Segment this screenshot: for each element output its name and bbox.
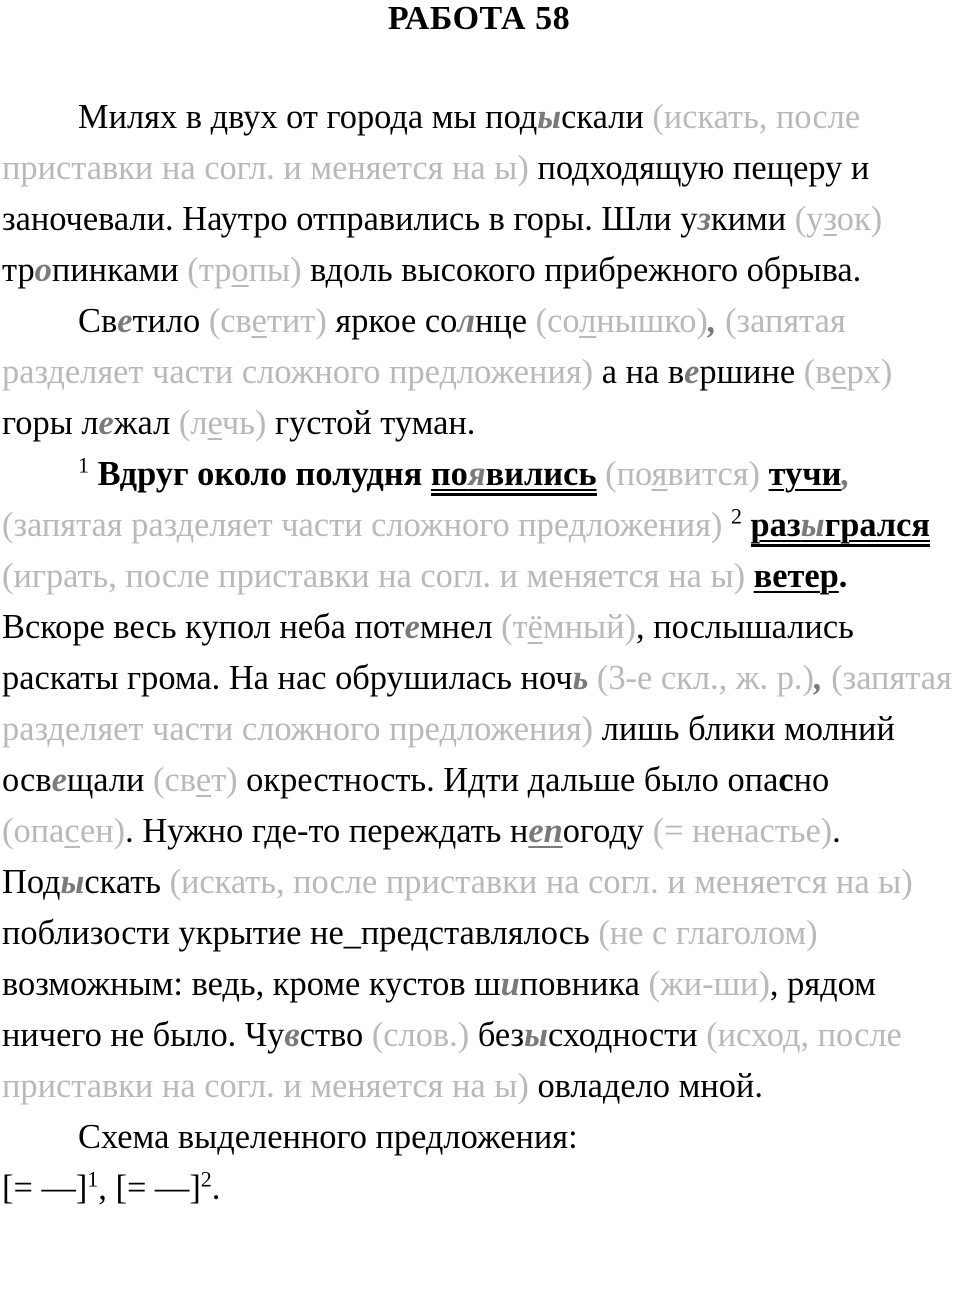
text: мнел <box>419 608 502 646</box>
highlight-letter: ы <box>537 98 562 136</box>
comment: пы) <box>248 251 302 289</box>
paragraph-1 <box>2 92 956 296</box>
paragraph-3 <box>2 449 956 1112</box>
space <box>745 557 754 595</box>
text: грался <box>824 506 930 544</box>
comment: (со <box>535 302 580 340</box>
space <box>742 506 751 544</box>
comment: (жи-ши) <box>648 965 770 1003</box>
highlight-letter: е <box>684 353 700 391</box>
comment: мный) <box>542 608 637 646</box>
highlight-comma: , <box>814 659 823 697</box>
text: . Под <box>2 812 841 901</box>
highlight-comma: , <box>707 302 717 340</box>
highlight-letter: ы <box>524 1016 549 1054</box>
highlight-letter: е <box>51 761 67 799</box>
comment: (св <box>208 302 252 340</box>
comment: (искать, после приставки на согл. и меняется на ы) <box>169 863 913 901</box>
text: лишь блики молний осв <box>2 710 895 799</box>
highlight-letter: з <box>697 200 711 238</box>
text: щали <box>66 761 154 799</box>
text: густой туман. <box>266 404 476 442</box>
comment: тит) <box>266 302 327 340</box>
comment: (исход, после приставки на согл. и меняется на ы) <box>2 1016 902 1105</box>
highlight-letter: ы <box>60 863 85 901</box>
comment: (запятая разделяет части сложного предложения) <box>2 506 731 544</box>
text: без <box>469 1016 525 1054</box>
highlight-letter: л <box>457 302 475 340</box>
text: горы л <box>2 404 99 442</box>
comment: (тр <box>187 251 232 289</box>
subject-1: тучи <box>768 455 842 493</box>
text: но <box>793 761 830 799</box>
text: повника <box>519 965 649 1003</box>
text: Милях в двух от города мы под <box>78 98 538 136</box>
comment: (л <box>178 404 208 442</box>
predicate-1 <box>431 455 597 496</box>
clause-number: 2 <box>200 1166 212 1192</box>
comment: (3-е скл., ж. р.) <box>588 659 814 697</box>
text: яркое со <box>326 302 458 340</box>
text: вились <box>485 455 597 493</box>
text: жал <box>113 404 179 442</box>
comment: (слов.) <box>371 1016 470 1054</box>
comment: (запятая разделяет части сложного предложения) <box>2 302 846 391</box>
subject-2: ветер <box>753 557 839 595</box>
comment: (у <box>794 200 824 238</box>
text: , послышались раскаты грома. На нас обрушилась ноч <box>2 608 854 697</box>
text: кими <box>710 200 795 238</box>
text: а на в <box>593 353 685 391</box>
paragraph-2 <box>2 296 956 449</box>
bold-letter: с <box>778 761 794 799</box>
comment-underlined-letter: я <box>651 455 668 493</box>
text: вдоль высокого прибрежного обрыва. <box>301 251 862 289</box>
comment-underlined-letter: с <box>64 812 81 850</box>
text: раз <box>750 506 801 544</box>
text: огоду <box>562 812 653 850</box>
comment: (не с глаголом) <box>598 914 818 952</box>
highlight-letter: я <box>467 455 486 493</box>
highlight-letter: е <box>98 404 114 442</box>
clause-number: 2 <box>730 503 742 529</box>
comment: (играть, после приставки на согл. и меняется на ы) <box>2 557 746 595</box>
comment: нышко) <box>596 302 708 340</box>
comment-underlined-letter: е <box>195 761 212 799</box>
highlight-letter: е <box>404 608 420 646</box>
comment: (св <box>153 761 196 799</box>
text: ство <box>299 1016 372 1054</box>
clause-number: 1 <box>87 1166 99 1192</box>
highlight-letter: еп <box>528 812 563 850</box>
comment: (запятая разделяет части сложного предложения) <box>2 659 952 748</box>
scheme-caption: Схема выделенного предложения: <box>78 1118 578 1156</box>
comment: т) <box>211 761 238 799</box>
comment: чь) <box>221 404 267 442</box>
highlight-letter: и <box>500 965 520 1003</box>
text: . Нужно где-то переждать н <box>125 812 529 850</box>
text: ршине <box>699 353 804 391</box>
text: окрестность. Идти дальше было опа <box>237 761 779 799</box>
highlight-comma: , <box>841 455 851 493</box>
page-title: РАБОТА 58 <box>387 0 571 37</box>
text: скать <box>84 863 170 901</box>
text: сходности <box>548 1016 707 1054</box>
comment-underlined-letter: з <box>823 200 837 238</box>
comment: (по <box>596 455 652 493</box>
text: по <box>430 455 468 493</box>
text: поблизости укрытие не_представлялось <box>2 914 599 952</box>
comment-underlined-letter: л <box>579 302 597 340</box>
scheme-part: [= —] <box>2 1169 88 1207</box>
comment: вится) <box>667 455 760 493</box>
text: нце <box>474 302 536 340</box>
text: скали <box>561 98 653 136</box>
comment: (опа <box>2 812 65 850</box>
text: тр <box>2 251 35 289</box>
space <box>760 455 769 493</box>
highlight-letter: е <box>117 302 133 340</box>
comment-underlined-letter: е <box>831 353 847 391</box>
highlighted-sentence-text: Вдруг около полудня <box>89 455 431 493</box>
exercise-text <box>2 92 956 1214</box>
highlight-letter: ы <box>800 506 825 544</box>
comment-underlined-letter: е <box>207 404 222 442</box>
sentence-end: . <box>838 557 848 595</box>
comment: (в <box>803 353 832 391</box>
text: Св <box>78 302 118 340</box>
comment-underlined-letter: е <box>251 302 267 340</box>
text: Вскоре весь купол неба пот <box>2 608 405 646</box>
paragraph-4 <box>2 1112 956 1163</box>
comment: (искать, после приставки на согл. и меняется на ы) <box>2 98 861 187</box>
text: овладело мной. <box>528 1067 763 1105</box>
predicate-2 <box>751 506 930 547</box>
comment-underlined-letter: о <box>231 251 249 289</box>
text: , рядом ничего не было. Чу <box>2 965 876 1054</box>
scheme-part: , [= —] <box>98 1169 201 1207</box>
comment: рх) <box>846 353 893 391</box>
highlight-letter: в <box>284 1016 300 1054</box>
text: тило <box>132 302 209 340</box>
comment-underlined-letter: ё <box>527 608 543 646</box>
text: пинками <box>51 251 188 289</box>
comment: ен) <box>80 812 126 850</box>
text: возможным: ведь, кроме кустов ш <box>2 965 501 1003</box>
text: подходящую пещеру и заночевали. Наутро отправились в горы. Шли у <box>2 149 870 238</box>
comment: (т <box>501 608 528 646</box>
clause-number: 1 <box>78 452 89 478</box>
comment: ок) <box>836 200 883 238</box>
highlight-letter: о <box>34 251 52 289</box>
highlight-letter: ь <box>572 659 589 697</box>
scheme-end: . <box>211 1169 221 1207</box>
comment: (= ненастье) <box>652 812 833 850</box>
sentence-scheme <box>2 1163 956 1214</box>
